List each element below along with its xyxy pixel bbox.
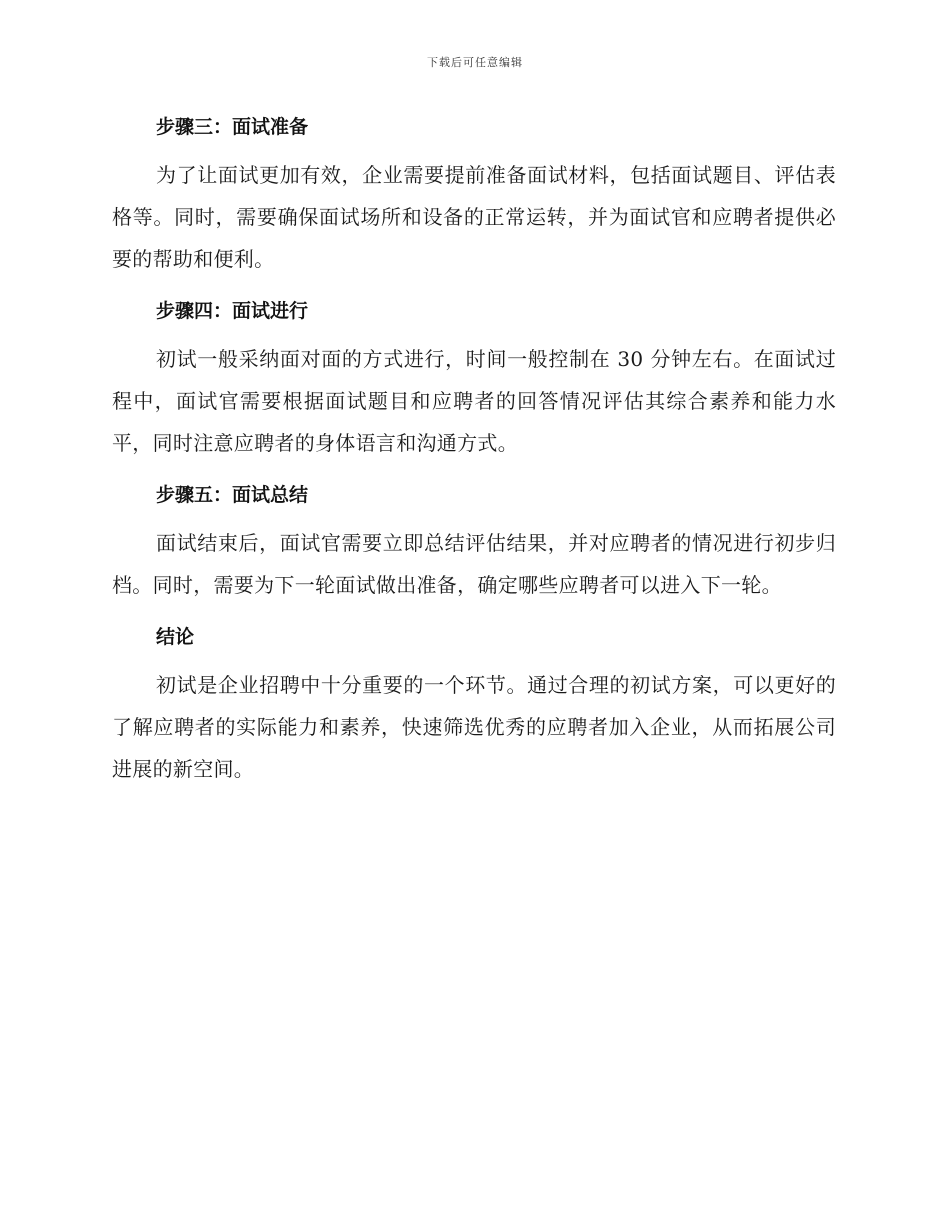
section-heading: 步骤三：面试准备 — [156, 116, 309, 138]
section-step-three — [112, 108, 836, 280]
section-paragraph: 初试一般采纳面对面的方式进行，时间一般控制在 30 分钟左右。在面试过程中，面试官需要根据面试题目和应聘者的回答情况评估其综合素养和能力水平，同时注意应聘者的身体语言和沟通方式。 — [112, 347, 836, 455]
section-heading: 步骤四：面试进行 — [156, 300, 309, 322]
document-body — [112, 108, 836, 802]
section-heading: 步骤五：面试总结 — [156, 484, 309, 506]
section-paragraph: 面试结束后，面试官需要立即总结评估结果，并对应聘者的情况进行初步归档。同时，需要为下一轮面试做出准备，确定哪些应聘者可以进入下一轮。 — [112, 531, 836, 597]
section-heading: 结论 — [156, 626, 195, 648]
section-paragraph: 为了让面试更加有效，企业需要提前准备面试材料，包括面试题目、评估表格等。同时，需要确保面试场所和设备的正常运转，并为面试官和应聘者提供必要的帮助和便利。 — [112, 163, 836, 271]
section-paragraph: 初试是企业招聘中十分重要的一个环节。通过合理的初试方案，可以更好的了解应聘者的实际能力和素养，快速筛选优秀的应聘者加入企业，从而拓展公司进展的新空间。 — [112, 673, 836, 781]
section-conclusion — [112, 618, 836, 790]
section-step-five — [112, 476, 836, 606]
page-header: 下载后可任意编辑 — [427, 56, 523, 69]
section-step-four — [112, 292, 836, 464]
